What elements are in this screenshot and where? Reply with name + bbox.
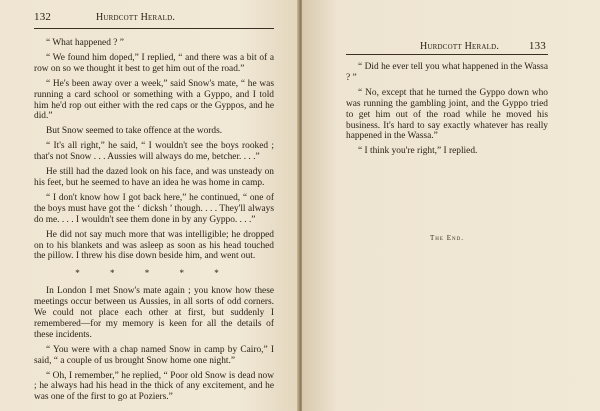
paragraph: “ We found him doped,” I replied, “ and there was a bit of a row on so we thought it best to get him out of the road.” — [34, 52, 274, 74]
paragraph: “ I think you're right,” I replied. — [358, 146, 478, 157]
paragraph: “ It's all right,” he said, “ I wouldn't see the boys rooked ; that's not Snow . . . Aussies will always do me, betcher. . . .” — [34, 141, 274, 163]
left-page — [0, 0, 299, 411]
paragraph: In London I met Snow's mate again ; you know how these meetings occur between us Aussies, in all sorts of odd corners. We could not place each other at first, but suddenly I remembered—for my memory is keen for all the details of these incidents. — [34, 286, 274, 340]
right-page-header — [348, 40, 546, 52]
end-mark: The End. — [430, 234, 464, 242]
right-page-text — [346, 62, 548, 161]
paragraph: He did not say much more that was intelligible; he dropped on to his blankets and was asleep as soon as his head touched the pillow. I threw his dise down beside him, and went out. — [34, 229, 274, 262]
paragraph: “ Oh, I remember,” he replied, “ Poor old Snow is dead now ; he always had his head in the thick of any excitement, and he was one of the first to go at Poziers.” — [34, 370, 274, 403]
paragraph: But Snow seemed to take offence at the words. — [46, 126, 223, 137]
paragraph: “ He's been away over a week,” said Snow's mate, “ he was running a card school or something with a Gyppo, and I told him he'd rop out either with the red caps or the Gyppos, and he did.” — [34, 78, 274, 122]
paragraph: “ You were with a chap named Snow in camp by Cairo,” I said, “ a couple of us brought Snow home one night.” — [34, 344, 274, 366]
left-running-title: Hurdcott Herald. — [96, 12, 176, 23]
paragraph: “ What happened ? ” — [46, 38, 124, 48]
paragraph: “ Did he ever tell you what happened in the Wassa ? ” — [346, 62, 548, 83]
right-page-number: 133 — [528, 40, 546, 52]
paragraph: “ I don't know how I got back here,” he continued, “ one of the boys must have got the ‘ dicksh ’ though. . . . They'll always do me. . . . I wouldn't see them done in by any Gyppo. . . .” — [34, 192, 274, 225]
left-header-rule — [34, 28, 274, 29]
right-header-rule — [346, 54, 548, 55]
section-separator: * * * * * — [75, 268, 233, 279]
right-running-title: Hurdcott Herald. — [420, 41, 500, 52]
left-page-number: 132 — [34, 11, 52, 23]
paragraph: “ No, except that he turned the Gyppo down who was running the gambling joint, and the Gyppo tried to get him out of the road while he moved his business. It's hard to say exactly whatever has really happened in the Wassa.” — [346, 87, 548, 142]
left-page-text — [34, 38, 274, 407]
left-page-header — [34, 11, 266, 23]
paragraph: He still had the dazed look on his face, and was unsteady on his feet, but he seemed to have an idea he was home in camp. — [34, 167, 274, 188]
